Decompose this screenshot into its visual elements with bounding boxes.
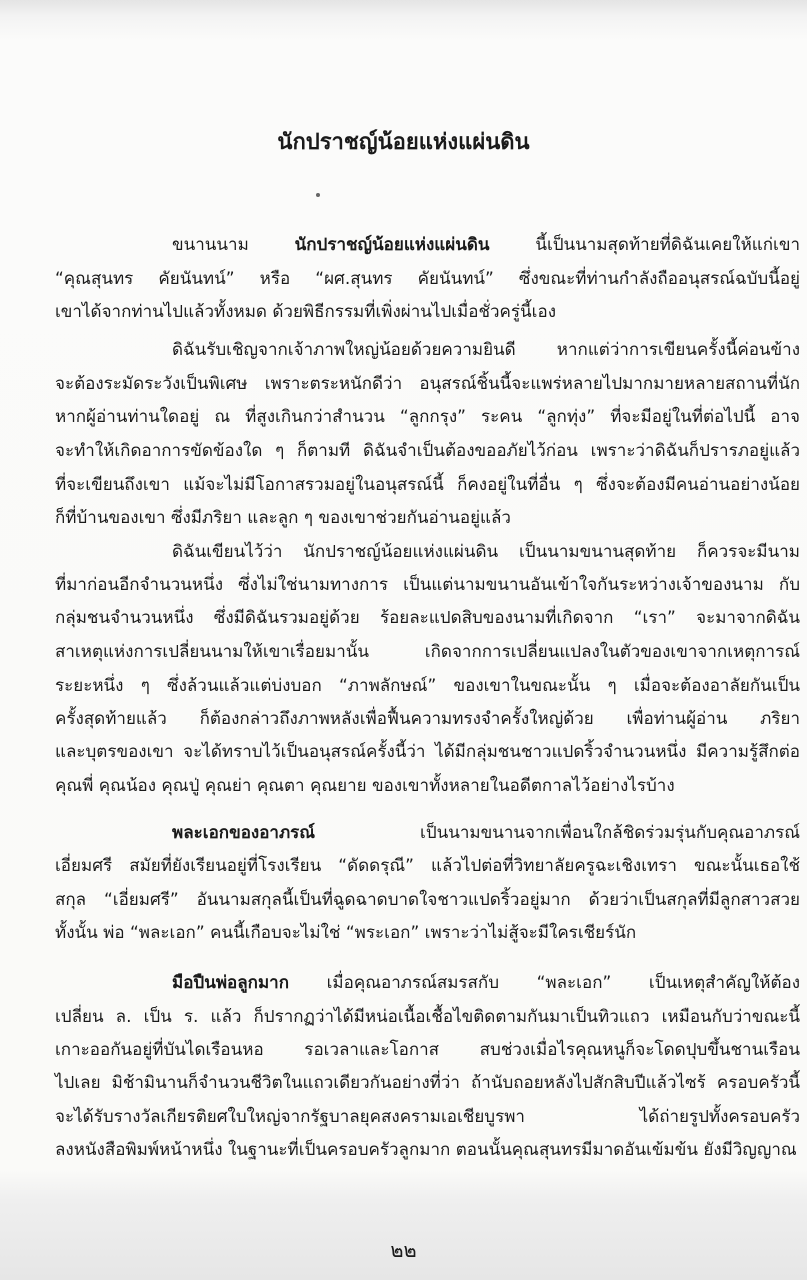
line-text: สกุล “เอี่ยมศรี” อันนามสกุลนี้เป็นที่ฉูดฉาดบาดใจชาวแปดริ้วอยู่มาก ด้วยว่าเป็นสกุลที่มีลูกสาวสวย <box>55 890 800 910</box>
text-line <box>55 1135 800 1165</box>
line-text: เกาะออกันอยู่ที่บันไดเรือนหอ รอเวลาและโอกาส สบช่วงเมื่อไรคุณหนูก็จะโดดปุบขึ้นชานเรือน <box>55 1040 800 1060</box>
line-text: ทั้งนั้น พ่อ “พละเอก” คนนี้เกือบจะไม่ใช่ “พระเอก” เพราะว่าไม่สู้จะมีใครเชียร์นัก <box>55 923 637 943</box>
line-text: จะต้องระมัดระวังเป็นพิเศษ เพราะตระหนักดีว่า อนุสรณ์ชิ้นนี้จะแพร่หลายไปมากมายหลายสถานที่นัก <box>55 374 800 394</box>
line-text: ดิฉันเขียนไว้ว่า นักปราชญ์น้อยแห่งแผ่นดิน เป็นนามขนานสุดท้าย ก็ควรจะมีนาม <box>172 542 800 562</box>
text-line <box>55 264 800 294</box>
text-line <box>55 1035 800 1065</box>
line-text: ที่มาก่อนอีกจำนวนหนึ่ง ซึ่งไม่ใช่นามทางการ เป็นแต่นามขนานอันเข้าใจกันระหว่างเจ้าของนาม กับ <box>55 575 800 595</box>
line-text: “คุณสุนทร คัยนันทน์” หรือ “ผศ.สุนทร คัยนันทน์” ซึ่งขณะที่ท่านกำลังถืออนุสรณ์ฉบับนี้อยู่ <box>55 269 800 289</box>
text-line <box>55 503 800 533</box>
line-text: ดิฉันรับเชิญจากเจ้าภาพใหญ่น้อยด้วยความยินดี หากแต่ว่าการเขียนครั้งนี้ค่อนข้าง <box>172 340 800 360</box>
text-line <box>172 230 800 260</box>
line-text: ครั้งสุดท้ายแล้ว ก็ต้องกล่าวถึงภาพหลังเพื่อฟื้นความทรงจำครั้งใหญ่ด้วย เพื่อท่านผู้อ่าน ภริยา <box>55 709 800 729</box>
line-text: ไปเลย มิช้ามินานก็จำนวนชีวิตในแถวเดียวกันอย่างที่ว่า ถ้านับถอยหลังไปสักสิบปีแล้วไซร้ ครอบครัวนี้ <box>55 1073 800 1093</box>
text-line <box>55 470 800 500</box>
line-text: เอี่ยมศรี สมัยที่ยังเรียนอยู่ที่โรงเรียน “ดัดดรุณี” แล้วไปต่อที่วิทยาลัยครูฉะเชิงเทรา ขณะนั้นเธอใช้ <box>55 856 800 876</box>
page-title: นักปราชญ์น้อยแห่งแผ่นดิน <box>277 130 530 155</box>
line-text: และบุตรของเขา จะได้ทราบไว้เป็นอนุสรณ์ครั้งนี้ว่า ได้มีกลุ่มชนชาวแปดริ้วจำนวนหนึ่ง มีความรู้สึกต่อ <box>55 742 800 762</box>
text-line <box>55 918 800 948</box>
text-line <box>55 671 800 701</box>
text-line <box>55 704 800 734</box>
text-line <box>55 885 800 915</box>
text-line <box>172 818 800 848</box>
line-text: เขาได้จากท่านไปแล้วทั้งหมด ด้วยพิธีกรรมที่เพิ่งผ่านไปเมื่อชั่วครู่นี้เอง <box>55 302 557 322</box>
line-text: เมื่อคุณอาภรณ์สมรสกับ “พละเอก” เป็นเหตุสำคัญให้ต้อง <box>326 973 801 993</box>
text-line <box>55 603 800 633</box>
line-text: สาเหตุแห่งการเปลี่ยนนามให้เขาเรื่อยมานั้น เกิดจากการเปลี่ยนแปลงในตัวของเขาจากเหตุการณ์ <box>55 642 800 662</box>
line-text: ระยะหนึ่ง ๆ ซึ่งล้วนแล้วแต่บ่งบอก “ภาพลักษณ์” ของเขาในขณะนั้น ๆ เมื่อจะต้องอาลัยกันเป็น <box>55 676 800 696</box>
line-text: กลุ่มชนจำนวนหนึ่ง ซึ่งมีดิฉันรวมอยู่ด้วย ร้อยละแปดสิบของนามที่เกิดจาก “เรา” จะมาจากดิฉัน <box>55 608 800 628</box>
text-line <box>55 637 800 667</box>
text-line <box>55 570 800 600</box>
bold-heading: มือปืนพ่อลูกมาก <box>172 973 289 993</box>
line-text: คุณพี่ คุณน้อง คุณปู่ คุณย่า คุณตา คุณยาย ของเขาทั้งหลายในอดีตกาลไว้อย่างไรบ้าง <box>55 776 675 796</box>
line-text: เป็นนามขนานจากเพื่อนใกล้ชิดร่วมรุ่นกับคุณอาภรณ์ <box>420 823 800 843</box>
page-number: ๒๒ <box>390 1238 417 1262</box>
line-text: นี้เป็นนามสุดท้ายที่ดิฉันเคยให้แก่เขา <box>535 235 800 255</box>
text-line <box>172 335 800 365</box>
text-line <box>55 402 800 432</box>
text-line <box>55 851 800 881</box>
ink-speck <box>316 193 320 197</box>
line-text: หากผู้อ่านท่านใดอยู่ ณ ที่สูงเกินกว่าสำนวน “ลูกกรุง” ระคน “ลูกทุ่ง” ที่จะมีอยู่ในที่ต่อไปนี้ อาจ <box>55 407 800 427</box>
line-text: ที่จะเขียนถึงเขา แม้จะไม่มีโอกาสรวมอยู่ในอนุสรณ์นี้ ก็คงอยู่ในที่อื่น ๆ ซึ่งจะต้องมีคนอ่านอย่างน้อย <box>55 475 800 495</box>
text-line <box>55 369 800 399</box>
line-text: ก็ที่บ้านของเขา ซึ่งมีภริยา และลูก ๆ ของเขาช่วยกันอ่านอยู่แล้ว <box>55 508 511 528</box>
text-line <box>55 737 800 767</box>
line-text: ลงหนังสือพิมพ์หน้าหนึ่ง ในฐานะที่เป็นครอบครัวลูกมาก ตอนนั้นคุณสุนทรมีมาดอันเข้มข้น ยังมีวิญญาณ <box>55 1140 797 1160</box>
lead-text: ขนานนาม <box>172 235 249 255</box>
line-text: จะทำให้เกิดอาการขัดข้องใด ๆ ก็ตามที ดิฉันจำเป็นต้องขออภัยไว้ก่อน เพราะว่าดิฉันก็ปรารภอยู่แล้ว <box>55 441 800 461</box>
text-line <box>55 1102 800 1132</box>
text-line <box>172 968 800 998</box>
bold-heading: พละเอกของอาภรณ์ <box>172 823 316 843</box>
text-line <box>55 771 800 801</box>
text-line <box>55 436 800 466</box>
text-line <box>172 537 800 567</box>
bold-heading: นักปราชญ์น้อยแห่งแผ่นดิน <box>294 235 490 255</box>
line-text: เปลี่ยน ล. เป็น ร. แล้ว ก็ปรากฏว่าได้มีหน่อเนื้อเชื้อไขติดตามกันมาเป็นทิวแถว เหมือนกับว่าขณะนี้ <box>55 1007 800 1027</box>
text-line <box>55 1068 800 1098</box>
text-line <box>55 1002 800 1032</box>
text-line <box>55 297 800 327</box>
line-text: จะได้รับรางวัลเกียรติยศใบใหญ่จากรัฐบาลยุคสงครามเอเชียบูรพา ได้ถ่ายรูปทั้งครอบครัว <box>55 1107 800 1127</box>
